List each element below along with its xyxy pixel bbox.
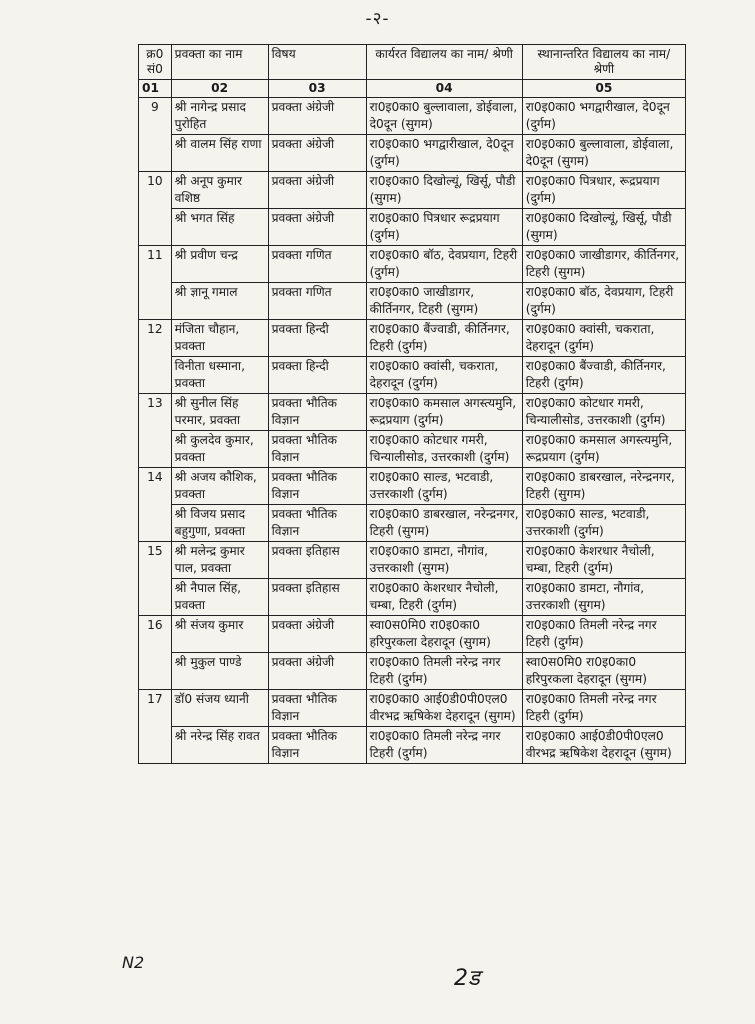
current-school: रा0इ0का0 कोटधार गमरी, चिन्यालीसोड, उत्तरकाशी (दुर्गम) — [366, 431, 522, 468]
column-number: 05 — [522, 80, 685, 98]
current-school: रा0इ0का0 केशरधार नैचोली, चम्बा, टिहरी (दुर्गम) — [366, 579, 522, 616]
current-school: रा0इ0का0 बैंज्वाडी, कीर्तिनगर, टिहरी (दुर्गम) — [366, 320, 522, 357]
signature-mark: 2ड — [454, 966, 480, 991]
teacher-name: डॉ0 संजय ध्यानी — [171, 690, 268, 727]
teacher-name: श्री ज्ञानू गमाल — [171, 283, 268, 320]
teacher-name: श्री भगत सिंह — [171, 209, 268, 246]
header-transferred-school: स्थानान्तरित विद्यालय का नाम/ श्रेणी — [522, 45, 685, 80]
initials-mark: N2 — [122, 953, 145, 972]
subject: प्रवक्ता भौतिक विज्ञान — [268, 468, 366, 505]
table-row — [139, 246, 686, 283]
subject: प्रवक्ता भौतिक विज्ञान — [268, 394, 366, 431]
transferred-school: रा0इ0का0 भगद्वारीखाल, दे0दून (दुर्गम) — [522, 98, 685, 135]
teacher-name: श्री नरेन्द्र सिंह रावत — [171, 727, 268, 764]
teacher-name: श्री अनूप कुमार वशिष्ठ — [171, 172, 268, 209]
table-row — [139, 394, 686, 431]
current-school: रा0इ0का0 जाखीडागर, कीर्तिनगर, टिहरी (सुगम) — [366, 283, 522, 320]
serial-number: 10 — [139, 172, 172, 246]
table-row — [139, 468, 686, 505]
transferred-school: रा0इ0का0 दिखोल्यूं, खिर्सू, पौडी (सुगम) — [522, 209, 685, 246]
subject: प्रवक्ता भौतिक विज्ञान — [268, 505, 366, 542]
current-school: स्वा0स0मि0 रा0इ0का0 हरिपुरकला देहरादून (सुगम) — [366, 616, 522, 653]
subject: प्रवक्ता अंग्रेजी — [268, 653, 366, 690]
subject: प्रवक्ता अंग्रेजी — [268, 172, 366, 209]
column-number-row — [139, 80, 686, 98]
transferred-school: स्वा0स0मि0 रा0इ0का0 हरिपुरकला देहरादून (सुगम) — [522, 653, 685, 690]
subject: प्रवक्ता अंग्रेजी — [268, 135, 366, 172]
table-row — [139, 98, 686, 135]
table-row — [139, 283, 686, 320]
current-school: रा0इ0का0 क्वांसी, चकराता, देहरादून (दुर्गम) — [366, 357, 522, 394]
column-number: 01 — [139, 80, 172, 98]
teacher-name: श्री कुलदेव कुमार, प्रवक्ता — [171, 431, 268, 468]
transferred-school: रा0इ0का0 बॉठ, देवप्रयाग, टिहरी (दुर्गम) — [522, 283, 685, 320]
header-name: प्रवक्ता का नाम — [171, 45, 268, 80]
teacher-name: श्री वालम सिंह राणा — [171, 135, 268, 172]
transferred-school: रा0इ0का0 बुल्लावाला, डोईवाला, दे0दून (सुगम) — [522, 135, 685, 172]
subject: प्रवक्ता भौतिक विज्ञान — [268, 727, 366, 764]
subject: प्रवक्ता हिन्दी — [268, 320, 366, 357]
transferred-school: रा0इ0का0 कमसाल अगस्त्यमुनि, रूद्रप्रयाग (दुर्गम) — [522, 431, 685, 468]
subject: प्रवक्ता अंग्रेजी — [268, 616, 366, 653]
subject: प्रवक्ता गणित — [268, 283, 366, 320]
current-school: रा0इ0का0 डाबरखाल, नरेन्द्रनगर, टिहरी (सुगम) — [366, 505, 522, 542]
table-row — [139, 357, 686, 394]
transferred-school: रा0इ0का0 आई0डी0पी0एल0 वीरभद्र ऋषिकेश देहरादून (सुगम) — [522, 727, 685, 764]
subject: प्रवक्ता भौतिक विज्ञान — [268, 690, 366, 727]
serial-number: 9 — [139, 98, 172, 172]
current-school: रा0इ0का0 बुल्लावाला, डोईवाला, दे0दून (सुगम) — [366, 98, 522, 135]
table-row — [139, 616, 686, 653]
table-row — [139, 653, 686, 690]
table-row — [139, 579, 686, 616]
current-school: रा0इ0का0 डामटा, नौगांव, उत्तरकाशी (सुगम) — [366, 542, 522, 579]
table-row — [139, 690, 686, 727]
table-row — [139, 135, 686, 172]
table-row — [139, 431, 686, 468]
current-school: रा0इ0का0 तिमली नरेन्द्र नगर टिहरी (दुर्गम) — [366, 653, 522, 690]
transferred-school: रा0इ0का0 तिमली नरेन्द्र नगर टिहरी (दुर्गम) — [522, 690, 685, 727]
header-subject: विषय — [268, 45, 366, 80]
teacher-name: श्री नैपाल सिंह, प्रवक्ता — [171, 579, 268, 616]
transferred-school: रा0इ0का0 डाबरखाल, नरेन्द्रनगर, टिहरी (सुगम) — [522, 468, 685, 505]
transferred-school: रा0इ0का0 केशरधार नैचोली, चम्बा, टिहरी (दुर्गम) — [522, 542, 685, 579]
teacher-name: श्री अजय कौशिक, प्रवक्ता — [171, 468, 268, 505]
current-school: रा0इ0का0 कमसाल अगस्त्यमुनि, रूद्रप्रयाग (दुर्गम) — [366, 394, 522, 431]
transferred-school: रा0इ0का0 पित्रधार, रूद्रप्रयाग (दुर्गम) — [522, 172, 685, 209]
serial-number: 13 — [139, 394, 172, 468]
teacher-name: श्री नागेन्द्र प्रसाद पुरोहित — [171, 98, 268, 135]
header-current-school: कार्यरत विद्यालय का नाम/ श्रेणी — [366, 45, 522, 80]
header-sno: क्र0 सं0 — [139, 45, 172, 80]
teacher-name: श्री प्रवीण चन्द्र — [171, 246, 268, 283]
transferred-school: रा0इ0का0 डामटा, नौगांव, उत्तरकाशी (सुगम) — [522, 579, 685, 616]
serial-number: 15 — [139, 542, 172, 616]
transferred-school: रा0इ0का0 साल्ड, भटवाडी, उत्तरकाशी (दुर्गम) — [522, 505, 685, 542]
table-row — [139, 505, 686, 542]
teacher-name: श्री विजय प्रसाद बहुगुणा, प्रवक्ता — [171, 505, 268, 542]
subject: प्रवक्ता इतिहास — [268, 542, 366, 579]
serial-number: 14 — [139, 468, 172, 542]
current-school: रा0इ0का0 आई0डी0पी0एल0 वीरभद्र ऋषिकेश देहरादून (सुगम) — [366, 690, 522, 727]
teacher-name: विनीता धस्माना, प्रवक्ता — [171, 357, 268, 394]
table-row — [139, 542, 686, 579]
subject: प्रवक्ता भौतिक विज्ञान — [268, 431, 366, 468]
table-row — [139, 209, 686, 246]
column-number: 02 — [171, 80, 268, 98]
column-number: 03 — [268, 80, 366, 98]
transferred-school: रा0इ0का0 जाखीडागर, कीर्तिनगर, टिहरी (सुगम) — [522, 246, 685, 283]
teacher-name: श्री सुनील सिंह परमार, प्रवक्ता — [171, 394, 268, 431]
transferred-school: रा0इ0का0 तिमली नरेन्द्र नगर टिहरी (दुर्गम) — [522, 616, 685, 653]
subject: प्रवक्ता अंग्रेजी — [268, 209, 366, 246]
subject: प्रवक्ता गणित — [268, 246, 366, 283]
table-row — [139, 727, 686, 764]
serial-number: 17 — [139, 690, 172, 764]
table-body — [139, 98, 686, 764]
transfer-table — [138, 44, 686, 764]
current-school: रा0इ0का0 पित्रधार रूद्रप्रयाग (दुर्गम) — [366, 209, 522, 246]
header-row — [139, 45, 686, 80]
table-row — [139, 172, 686, 209]
teacher-name: श्री मुकुल पाण्डे — [171, 653, 268, 690]
teacher-name: श्री संजय कुमार — [171, 616, 268, 653]
transferred-school: रा0इ0का0 क्वांसी, चकराता, देहरादून (दुर्गम) — [522, 320, 685, 357]
table-row — [139, 320, 686, 357]
page-number: -२- — [365, 9, 390, 29]
subject: प्रवक्ता अंग्रेजी — [268, 98, 366, 135]
teacher-name: श्री मलेन्द्र कुमार पाल, प्रवक्ता — [171, 542, 268, 579]
column-number: 04 — [366, 80, 522, 98]
current-school: रा0इ0का0 साल्ड, भटवाडी, उत्तरकाशी (दुर्गम) — [366, 468, 522, 505]
subject: प्रवक्ता इतिहास — [268, 579, 366, 616]
current-school: रा0इ0का0 तिमली नरेन्द्र नगर टिहरी (दुर्गम) — [366, 727, 522, 764]
transferred-school: रा0इ0का0 बैंज्वाडी, कीर्तिनगर, टिहरी (दुर्गम) — [522, 357, 685, 394]
serial-number: 11 — [139, 246, 172, 320]
current-school: रा0इ0का0 भगद्वारीखाल, दे0दून (दुर्गम) — [366, 135, 522, 172]
subject: प्रवक्ता हिन्दी — [268, 357, 366, 394]
transferred-school: रा0इ0का0 कोटधार गमरी, चिन्यालीसोड, उत्तरकाशी (दुर्गम) — [522, 394, 685, 431]
serial-number: 12 — [139, 320, 172, 394]
serial-number: 16 — [139, 616, 172, 690]
current-school: रा0इ0का0 दिखोल्यूं, खिर्सू, पौडी (सुगम) — [366, 172, 522, 209]
teacher-name: मंजिता चौहान, प्रवक्ता — [171, 320, 268, 357]
current-school: रा0इ0का0 बॉठ, देवप्रयाग, टिहरी (दुर्गम) — [366, 246, 522, 283]
